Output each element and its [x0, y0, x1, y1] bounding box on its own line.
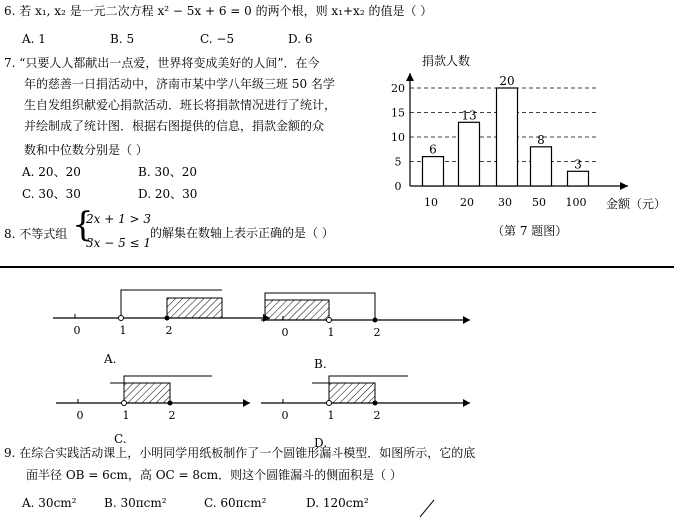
chart-y-tick-label: 20	[391, 82, 405, 95]
q9-option-a: A. 30cm²	[22, 496, 77, 510]
chart-data-label: 8	[537, 132, 545, 147]
q6-option-a: A. 1	[22, 32, 46, 46]
q8-suffix: 的解集在数轴上表示正确的是（ ）	[150, 226, 334, 240]
chart-x-tick-label: 50	[532, 196, 546, 209]
q8-label-b: B.	[314, 357, 327, 371]
number-line-label: 2	[373, 326, 381, 339]
q8-inequality-1: 2x + 1 > 3	[86, 212, 152, 226]
number-line-label: 2	[373, 409, 381, 422]
q9-line-2: 面半径 OB = 6cm，高 OC = 8cm．则这个圆锥漏斗的侧面积是（ ）	[26, 468, 402, 482]
chart-x-tick-label: 100	[565, 196, 587, 209]
chart-xlabel: 金额（元）	[606, 197, 667, 211]
chart-x-tick-label: 10	[424, 196, 438, 209]
chart-data-label: 20	[499, 74, 515, 88]
open-dot	[122, 401, 127, 406]
q8-prefix: 8. 不等式组	[4, 227, 68, 241]
chart-ylabel: 捐款人数	[422, 54, 471, 68]
chart-data-label: 3	[574, 157, 582, 172]
closed-dot	[373, 318, 378, 323]
q7-line-4: 并绘制成了统计图．根据右图提供的信息，捐款金额的众	[24, 119, 325, 133]
q6-option-d: D. 6	[288, 32, 313, 46]
closed-dot	[373, 401, 378, 406]
chart-y-tick-label: 0	[394, 180, 402, 193]
q7-line-1: 7. “只要人人都献出一点爱，世界将变成美好的人间”．在今	[4, 56, 320, 70]
number-line-arrow	[463, 399, 470, 407]
number-line-label: 1	[327, 326, 335, 339]
q8-label-d: D.	[314, 436, 328, 450]
chart-data-label: 13	[461, 108, 477, 123]
q8-label-c: C.	[114, 432, 127, 446]
number-line-label: 0	[73, 324, 81, 337]
number-line-label: 0	[76, 409, 84, 422]
number-line-label: 1	[122, 409, 130, 422]
q8-label-a: A.	[104, 352, 117, 366]
number-line-arrow	[463, 316, 470, 324]
q7-option-c: C. 30、30	[22, 187, 81, 201]
q9-option-c: C. 60πcm²	[204, 496, 267, 510]
q9-line-1: 9. 在综合实践活动课上，小明同学用纸板制作了一个圆锥形漏斗模型．如图所示，它的底	[4, 446, 476, 460]
q7-line-2: 年的慈善一日捐活动中，济南市某中学八年级三班 50 名学	[24, 77, 335, 91]
solution-shaded-region	[124, 383, 170, 403]
q7-option-b: B. 30、20	[138, 165, 197, 179]
number-line-label: 1	[119, 324, 127, 337]
q6-option-b: B. 5	[110, 32, 135, 46]
chart-caption: （第 7 题图）	[492, 224, 568, 238]
solution-shaded-region	[329, 383, 375, 403]
chart-y-tick-label: 5	[394, 155, 402, 169]
open-dot	[327, 401, 332, 406]
number-line-label: 0	[281, 409, 289, 422]
solution-shaded-region	[167, 298, 222, 318]
closed-dot	[168, 401, 173, 406]
chart-y-tick-label: 15	[391, 106, 405, 120]
q7-option-a: A. 20、20	[22, 165, 81, 179]
q6-stem: 6. 若 x₁, x₂ 是一元二次方程 x² − 5x + 6 = 0 的两个根，则 x₁+x₂ 的值是（ ）	[4, 4, 433, 18]
chart-x-tick-label: 30	[498, 196, 512, 209]
q6-option-c: C. −5	[200, 32, 235, 46]
q9-option-b: B. 30πcm²	[104, 496, 167, 510]
number-line-arrow	[243, 399, 250, 407]
chart-y-tick-label: 10	[391, 131, 405, 144]
q7-line-5: 数和中位数分别是（ ）	[24, 143, 148, 157]
number-line-label: 1	[327, 409, 335, 422]
scan-artifact-line	[420, 500, 434, 517]
number-line-label: 2	[168, 409, 176, 422]
number-line-label: 0	[281, 326, 289, 339]
solution-shaded-region	[265, 300, 329, 320]
q7-option-d: D. 20、30	[138, 187, 198, 201]
number-line-label: 2	[165, 324, 173, 337]
open-dot	[119, 316, 124, 321]
closed-dot	[165, 316, 170, 321]
chart-x-tick-label: 20	[460, 196, 474, 209]
chart-data-label: 6	[429, 142, 437, 157]
q9-option-d: D. 120cm²	[306, 496, 369, 510]
open-dot	[327, 318, 332, 323]
q7-line-3: 生自发组织献爱心捐款活动．班长将捐款情况进行了统计，	[24, 98, 337, 112]
q8-inequality-2: 3x − 5 ≤ 1	[86, 236, 152, 250]
